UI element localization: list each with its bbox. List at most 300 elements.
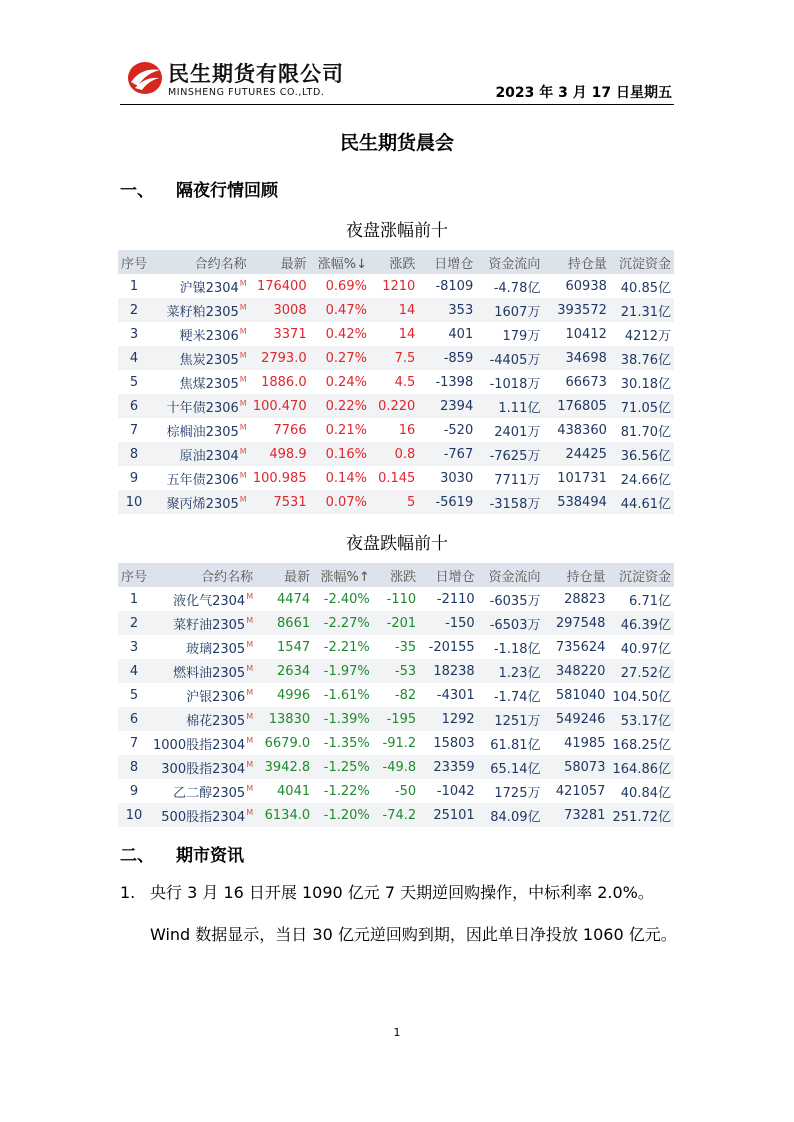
cell-chg xyxy=(373,755,419,779)
cell-value: 15803 xyxy=(433,735,475,751)
cell-pos xyxy=(543,683,608,707)
cell-chg xyxy=(373,659,419,683)
table-row[interactable] xyxy=(118,274,674,298)
cell-cap xyxy=(608,779,674,803)
cell-cap xyxy=(610,346,674,370)
column-header[interactable]: 涨幅%↑ xyxy=(313,563,373,587)
cell-value: 100.985 xyxy=(252,470,307,486)
table-row[interactable] xyxy=(118,731,674,755)
cell-value: -2110 xyxy=(436,591,475,607)
cell-value: 71.05亿 xyxy=(620,400,671,416)
cell-value: -2.27% xyxy=(323,615,370,631)
cell-value: 6 xyxy=(129,398,139,414)
cell-value: -859 xyxy=(443,350,474,366)
cell-flow xyxy=(478,803,544,827)
cell-pos xyxy=(543,611,608,635)
cell-cap xyxy=(608,755,674,779)
cell-value: 原油2304 xyxy=(179,448,239,464)
cell-value: 8 xyxy=(129,446,139,462)
cell-name xyxy=(150,490,250,514)
cell-flow xyxy=(476,298,543,322)
cell-pct xyxy=(310,370,370,394)
cell-pos xyxy=(543,370,610,394)
cell-name xyxy=(150,635,256,659)
cell-name xyxy=(150,731,256,755)
main-contract-mark: M xyxy=(239,303,247,313)
cell-value: 3008 xyxy=(273,302,307,318)
cell-value: -4301 xyxy=(436,687,475,703)
cell-seq xyxy=(118,635,150,659)
cell-value: 1607万 xyxy=(494,304,541,320)
cell-value: 1210 xyxy=(382,278,416,294)
cell-name xyxy=(150,322,250,346)
table-row[interactable] xyxy=(118,418,674,442)
column-header[interactable]: 日增仓 xyxy=(418,250,476,274)
cell-pos xyxy=(543,587,608,611)
cell-value: 168.25亿 xyxy=(612,737,671,753)
cell-value: -4405万 xyxy=(489,352,541,368)
cell-flow xyxy=(476,370,543,394)
cell-value: 0.16% xyxy=(325,446,367,462)
cell-oi xyxy=(418,370,476,394)
cell-value: -2.40% xyxy=(323,591,370,607)
cell-cap xyxy=(608,635,674,659)
table-row[interactable] xyxy=(118,803,674,827)
cell-value: 棉花2305 xyxy=(186,713,246,729)
cell-oi xyxy=(419,707,478,731)
cell-price xyxy=(250,346,310,370)
table-row[interactable] xyxy=(118,635,674,659)
cell-value: 0.24% xyxy=(325,374,367,390)
section-title: 期市资讯 xyxy=(176,846,244,866)
table-row[interactable] xyxy=(118,298,674,322)
cell-chg xyxy=(370,298,418,322)
cell-price xyxy=(250,442,310,466)
cell-oi xyxy=(419,755,478,779)
cell-value: 53.17亿 xyxy=(620,713,671,729)
cell-value: 549246 xyxy=(555,711,606,727)
cell-oi xyxy=(418,442,476,466)
cell-value: -1.18亿 xyxy=(493,641,541,657)
cell-seq xyxy=(118,779,150,803)
table-row[interactable] xyxy=(118,587,674,611)
cell-value: 7 xyxy=(129,422,139,438)
cell-pos xyxy=(543,803,608,827)
cell-value: 18238 xyxy=(433,663,475,679)
column-header[interactable]: 序号 xyxy=(118,563,150,587)
cell-value: 1292 xyxy=(441,711,475,727)
cell-cap xyxy=(610,274,674,298)
column-header[interactable]: 涨跌 xyxy=(370,250,418,274)
section-heading-review xyxy=(120,176,278,201)
cell-value: -1.20% xyxy=(323,807,370,823)
cell-oi xyxy=(418,322,476,346)
cell-value: 73281 xyxy=(564,807,606,823)
cell-value: 24.66亿 xyxy=(620,472,671,488)
cell-seq xyxy=(118,755,150,779)
cell-cap xyxy=(608,587,674,611)
table-row[interactable] xyxy=(118,322,674,346)
cell-value: 6679.0 xyxy=(264,735,311,751)
cell-chg xyxy=(373,779,419,803)
cell-value: 40.85亿 xyxy=(620,280,671,296)
cell-seq xyxy=(118,659,150,683)
cell-value: -3158万 xyxy=(489,496,541,512)
cell-pct xyxy=(313,635,373,659)
cell-oi xyxy=(419,731,478,755)
table-row[interactable] xyxy=(118,490,674,514)
cell-value: 聚丙烯2305 xyxy=(166,496,239,512)
cell-value: 25101 xyxy=(433,807,475,823)
cell-value: -1.22% xyxy=(323,783,370,799)
cell-value: 玻璃2305 xyxy=(186,641,246,657)
cell-oi xyxy=(419,779,478,803)
cell-chg xyxy=(373,683,419,707)
main-contract-mark: M xyxy=(239,351,247,361)
cell-value: 4 xyxy=(129,663,139,679)
table-row[interactable] xyxy=(118,779,674,803)
cell-pos xyxy=(543,346,610,370)
cell-value: 0.07% xyxy=(325,494,367,510)
cell-value: 61.81亿 xyxy=(490,737,541,753)
cell-value: 66673 xyxy=(565,374,607,390)
cell-seq xyxy=(118,707,150,731)
cell-value: 16 xyxy=(398,422,416,438)
cell-oi xyxy=(418,274,476,298)
cell-chg xyxy=(370,418,418,442)
cell-pos xyxy=(543,731,608,755)
cell-value: 2793.0 xyxy=(261,350,307,366)
table-row[interactable] xyxy=(118,683,674,707)
cell-seq xyxy=(118,587,150,611)
cell-cap xyxy=(610,298,674,322)
cell-value: 4474 xyxy=(277,591,311,607)
cell-cap xyxy=(610,442,674,466)
table-row[interactable] xyxy=(118,442,674,466)
column-header[interactable]: 涨跌 xyxy=(373,563,419,587)
cell-oi xyxy=(419,659,478,683)
cell-value: 0.21% xyxy=(325,422,367,438)
document-title: 民生期货晨会 xyxy=(339,132,454,154)
table-row[interactable] xyxy=(118,394,674,418)
cell-cap xyxy=(608,683,674,707)
cell-value: 1547 xyxy=(277,639,311,655)
cell-pos xyxy=(543,394,610,418)
cell-pct xyxy=(313,659,373,683)
cell-value: 21.31亿 xyxy=(620,304,671,320)
cell-value: 14 xyxy=(398,302,416,318)
cell-seq xyxy=(118,611,150,635)
gain-table-title: 夜盘涨幅前十 xyxy=(346,221,448,241)
company-name-en: MINSHENG FUTURES CO.,LTD. xyxy=(168,87,325,98)
cell-value: 34698 xyxy=(565,350,607,366)
cell-value: 0.42% xyxy=(325,326,367,342)
cell-value: -195 xyxy=(386,711,417,727)
cell-value: -1018万 xyxy=(489,376,541,392)
cell-value: 棕榈油2305 xyxy=(166,424,239,440)
column-header[interactable]: 资金流向 xyxy=(476,250,543,274)
cell-value: 581040 xyxy=(555,687,606,703)
cell-value: 164.86亿 xyxy=(612,761,671,777)
cell-value: 沪镍2304 xyxy=(179,280,239,296)
column-header[interactable]: 最新 xyxy=(250,250,310,274)
cell-flow xyxy=(478,587,544,611)
section-number: 二、 xyxy=(120,846,154,866)
cell-price xyxy=(250,466,310,490)
cell-value: 7711万 xyxy=(494,472,541,488)
cell-pos xyxy=(543,322,610,346)
table-row[interactable] xyxy=(118,611,674,635)
cell-pct xyxy=(313,683,373,707)
cell-value: 13830 xyxy=(268,711,311,727)
cell-cap xyxy=(610,322,674,346)
cell-value: 28823 xyxy=(564,591,606,607)
cell-flow xyxy=(478,731,544,755)
cell-price xyxy=(250,274,310,298)
cell-value: -110 xyxy=(386,591,417,607)
cell-cap xyxy=(610,370,674,394)
cell-value: 8 xyxy=(129,759,139,775)
cell-value: -201 xyxy=(386,615,417,631)
cell-name xyxy=(150,346,250,370)
cell-value: -35 xyxy=(394,639,417,655)
cell-value: 500股指2304 xyxy=(161,809,246,825)
cell-value: 菜籽粕2305 xyxy=(166,304,239,320)
cell-value: 40.84亿 xyxy=(620,785,671,801)
cell-flow xyxy=(476,274,543,298)
cell-value: 5 xyxy=(129,687,139,703)
column-header[interactable]: 合约名称 xyxy=(150,250,250,274)
cell-value: 40.97亿 xyxy=(620,641,671,657)
cell-value: 1.23亿 xyxy=(498,665,541,681)
cell-value: 0.220 xyxy=(378,398,416,414)
cell-pct xyxy=(310,466,370,490)
cell-chg xyxy=(373,803,419,827)
news-item xyxy=(120,872,680,956)
cell-value: 1 xyxy=(129,278,139,294)
cell-name xyxy=(150,394,250,418)
column-header[interactable]: 资金流向 xyxy=(478,563,544,587)
cell-cap xyxy=(610,418,674,442)
cell-seq xyxy=(118,346,150,370)
main-contract-mark: M xyxy=(239,327,247,337)
cell-name xyxy=(150,274,250,298)
cell-value: 焦炭2305 xyxy=(179,352,239,368)
cell-seq xyxy=(118,803,150,827)
main-contract-mark: M xyxy=(239,447,247,457)
table-row[interactable] xyxy=(118,707,674,731)
cell-value: -1.61% xyxy=(323,687,370,703)
cell-value: 4041 xyxy=(277,783,311,799)
cell-value: 10 xyxy=(125,807,143,823)
cell-flow xyxy=(478,611,544,635)
cell-value: 4996 xyxy=(277,687,311,703)
cell-value: 6 xyxy=(129,711,139,727)
cell-oi xyxy=(418,490,476,514)
cell-pct xyxy=(313,731,373,755)
cell-cap xyxy=(610,490,674,514)
table-row[interactable] xyxy=(118,466,674,490)
cell-value: 2394 xyxy=(440,398,474,414)
cell-name xyxy=(150,683,256,707)
cell-cap xyxy=(608,659,674,683)
cell-value: 8661 xyxy=(277,615,311,631)
cell-pos xyxy=(543,779,608,803)
cell-pct xyxy=(310,490,370,514)
main-contract-mark: M xyxy=(239,423,247,433)
cell-seq xyxy=(118,442,150,466)
cell-chg xyxy=(373,635,419,659)
cell-value: 0.145 xyxy=(378,470,416,486)
cell-value: 粳米2306 xyxy=(179,328,239,344)
cell-value: 0.69% xyxy=(325,278,367,294)
cell-flow xyxy=(476,322,543,346)
cell-value: 1251万 xyxy=(494,713,541,729)
cell-value: -53 xyxy=(394,663,417,679)
cell-oi xyxy=(419,803,478,827)
cell-value: 10 xyxy=(125,494,143,510)
cell-value: -6035万 xyxy=(489,593,541,609)
cell-price xyxy=(256,803,313,827)
main-contract-mark: M xyxy=(246,664,254,674)
cell-chg xyxy=(370,490,418,514)
cell-value: 十年债2306 xyxy=(166,400,239,416)
main-contract-mark: M xyxy=(246,760,254,770)
page-header xyxy=(120,52,674,105)
cell-cap xyxy=(608,611,674,635)
column-header[interactable]: 持仓量 xyxy=(543,563,608,587)
cell-value: 1.11亿 xyxy=(498,400,541,416)
cell-oi xyxy=(419,611,478,635)
cell-oi xyxy=(419,683,478,707)
table-header-row xyxy=(118,250,674,274)
cell-flow xyxy=(476,442,543,466)
cell-value: 0.47% xyxy=(325,302,367,318)
cell-seq xyxy=(118,274,150,298)
cell-pos xyxy=(543,755,608,779)
cell-value: 38.76亿 xyxy=(620,352,671,368)
cell-value: 353 xyxy=(448,302,474,318)
cell-pct xyxy=(313,803,373,827)
column-header[interactable]: 日增仓 xyxy=(419,563,478,587)
cell-value: 5 xyxy=(129,374,139,390)
cell-value: -1.74亿 xyxy=(493,689,541,705)
cell-value: 7531 xyxy=(273,494,307,510)
cell-price xyxy=(256,659,313,683)
cell-name xyxy=(150,803,256,827)
cell-value: -1398 xyxy=(435,374,474,390)
cell-pos xyxy=(543,490,610,514)
cell-value: 23359 xyxy=(433,759,475,775)
cell-value: 7766 xyxy=(273,422,307,438)
column-header[interactable]: 序号 xyxy=(118,250,150,274)
table-row[interactable] xyxy=(118,659,674,683)
main-contract-mark: M xyxy=(246,736,254,746)
column-header[interactable]: 涨幅%↓ xyxy=(310,250,370,274)
cell-seq xyxy=(118,683,150,707)
cell-value: -4.78亿 xyxy=(493,280,541,296)
cell-seq xyxy=(118,298,150,322)
cell-chg xyxy=(373,707,419,731)
cell-seq xyxy=(118,322,150,346)
cell-price xyxy=(256,587,313,611)
cell-value: 0.22% xyxy=(325,398,367,414)
main-contract-mark: M xyxy=(239,471,247,481)
section-title: 隔夜行情回顾 xyxy=(176,181,278,201)
column-header[interactable]: 持仓量 xyxy=(543,250,610,274)
cell-value: 10412 xyxy=(565,326,607,342)
cell-name xyxy=(150,611,256,635)
cell-flow xyxy=(476,466,543,490)
cell-value: 58073 xyxy=(564,759,606,775)
cell-value: 液化气2304 xyxy=(173,593,246,609)
cell-value: 176805 xyxy=(557,398,607,414)
cell-price xyxy=(250,298,310,322)
cell-pct xyxy=(310,298,370,322)
cell-value: 300股指2304 xyxy=(161,761,246,777)
cell-seq xyxy=(118,394,150,418)
cell-value: 9 xyxy=(129,783,139,799)
cell-value: 36.56亿 xyxy=(620,448,671,464)
company-logo xyxy=(126,56,366,100)
cell-value: 176400 xyxy=(256,278,307,294)
column-header[interactable]: 最新 xyxy=(256,563,313,587)
cell-oi xyxy=(418,394,476,418)
cell-name xyxy=(150,442,250,466)
cell-value: -1.35% xyxy=(323,735,370,751)
cell-seq xyxy=(118,418,150,442)
cell-name xyxy=(150,466,250,490)
cell-value: 焦煤2305 xyxy=(179,376,239,392)
cell-value: -1042 xyxy=(436,783,475,799)
cell-value: 2401万 xyxy=(494,424,541,440)
cell-value: -150 xyxy=(445,615,475,631)
cell-cap xyxy=(608,731,674,755)
cell-value: 393572 xyxy=(557,302,607,318)
table-header-row xyxy=(118,563,674,587)
cell-oi xyxy=(418,298,476,322)
cell-pct xyxy=(310,394,370,418)
cell-value: 3030 xyxy=(440,470,474,486)
cell-value: 421057 xyxy=(555,783,606,799)
cell-flow xyxy=(478,683,544,707)
cell-pos xyxy=(543,659,608,683)
cell-pos xyxy=(543,274,610,298)
cell-value: -20155 xyxy=(428,639,475,655)
cell-flow xyxy=(478,707,544,731)
cell-value: 498.9 xyxy=(269,446,307,462)
cell-oi xyxy=(418,418,476,442)
cell-chg xyxy=(370,322,418,346)
cell-pct xyxy=(310,274,370,298)
cell-chg xyxy=(370,346,418,370)
column-header[interactable]: 沉淀资金 xyxy=(610,250,674,274)
table-row[interactable] xyxy=(118,755,674,779)
column-header[interactable]: 合约名称 xyxy=(150,563,256,587)
cell-price xyxy=(250,394,310,418)
cell-value: -74.2 xyxy=(382,807,417,823)
cell-name xyxy=(150,707,256,731)
cell-value: 6.71亿 xyxy=(629,593,671,609)
column-header[interactable]: 沉淀资金 xyxy=(608,563,674,587)
table-row[interactable] xyxy=(118,346,674,370)
cell-value: 3942.8 xyxy=(264,759,311,775)
cell-value: -1.25% xyxy=(323,759,370,775)
cell-name xyxy=(150,298,250,322)
cell-pct xyxy=(310,442,370,466)
cell-value: -1.97% xyxy=(323,663,370,679)
table-row[interactable] xyxy=(118,370,674,394)
